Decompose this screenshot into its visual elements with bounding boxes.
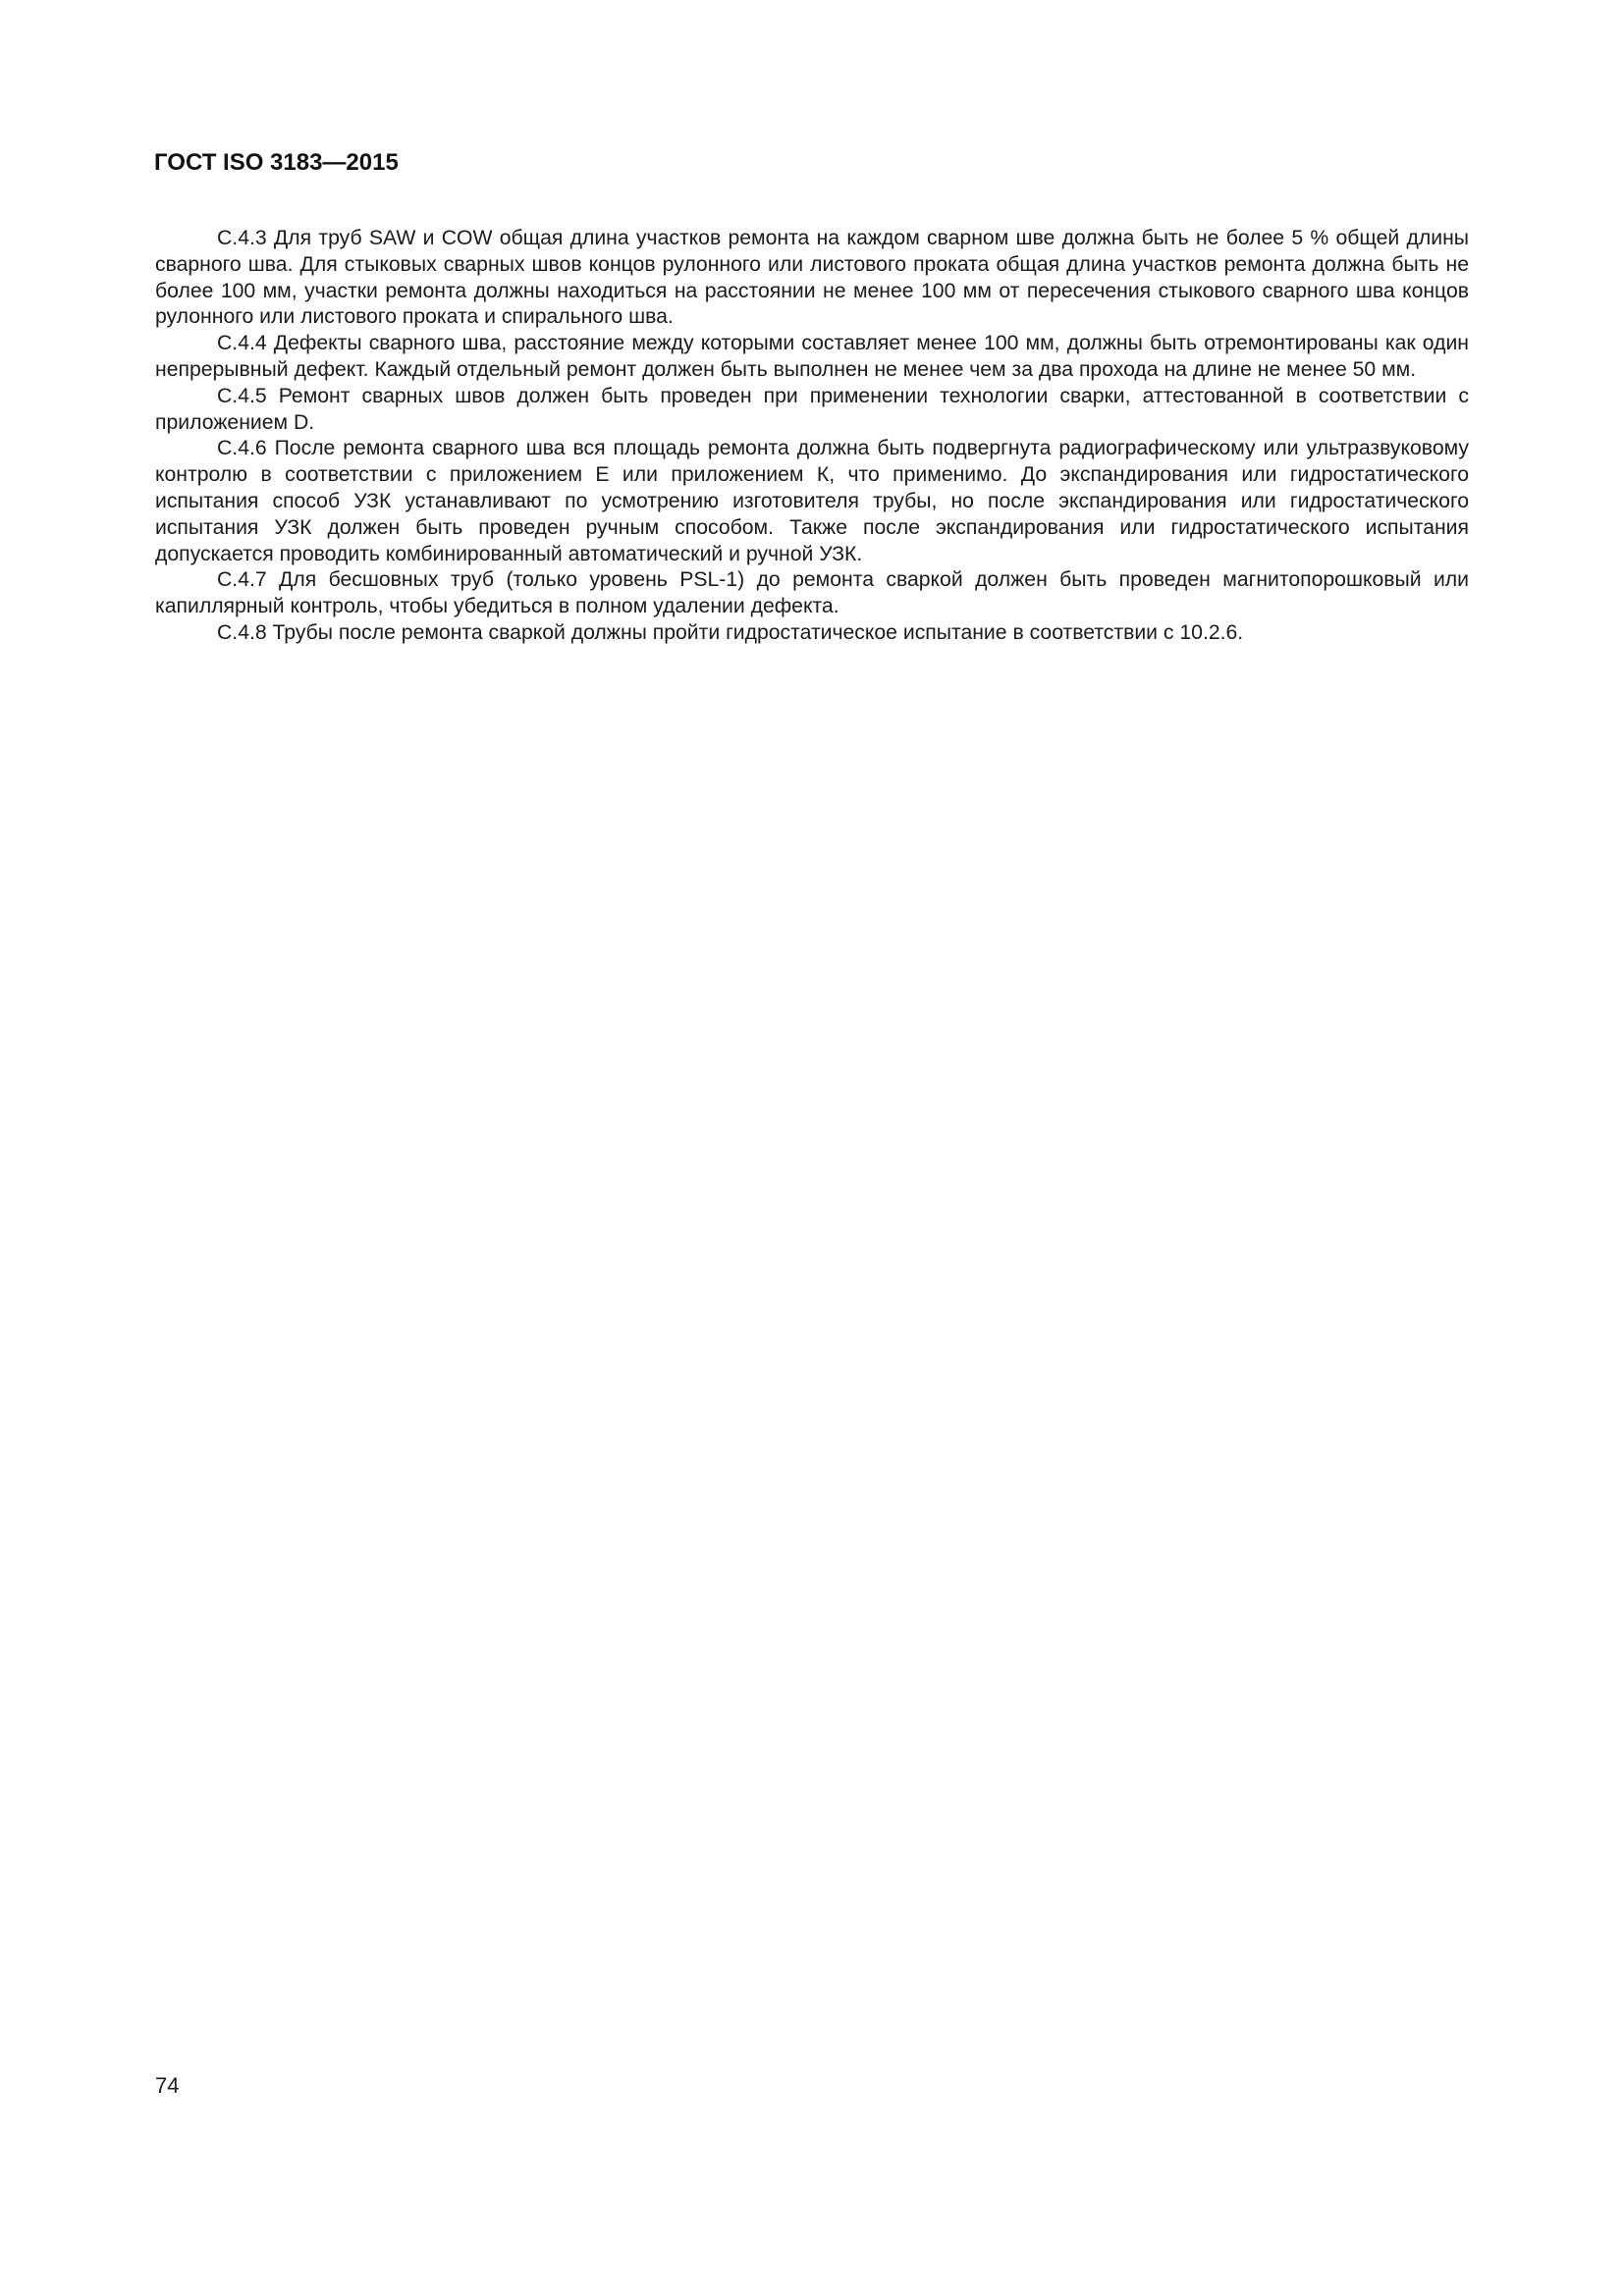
paragraph-c-4-6: С.4.6 После ремонта сварного шва вся площадь ремонта должна быть подвергнута радиографическому или ультразвуковому контролю в соответствии с приложением Е или приложением К, что применимо. До экспандирования или гидростатического испытания способ УЗК устанавливают по усмотрению изготовителя трубы, но после экспандирования или гидростатического испытания УЗК должен быть проведен ручным способом. Также после экспандирования или гидростатического испытания допускается проводить комбинированный автоматический и ручной УЗК. [155,437,1469,565]
document-body [155,226,1469,647]
paragraph-c-4-3: С.4.3 Для труб SAW и COW общая длина участков ремонта на каждом сварном шве должна быть не более 5 % общей длины сварного шва. Для стыковых сварных швов концов рулонного или листового проката общая длина участков ремонта должна быть не более 100 мм, участки ремонта должны находиться на расстоянии не менее 100 мм от пересечения стыкового сварного шва концов рулонного или листового проката и спирального шва. [155,227,1469,329]
paragraph-c-4-7: С.4.7 Для бесшовных труб (только уровень PSL-1) до ремонта сваркой должен быть проведен магнитопорошковый или капиллярный контроль, чтобы убедиться в полном удалении дефекта. [155,568,1469,618]
paragraph-c-4-8: С.4.8 Трубы после ремонта сваркой должны пройти гидростатическое испытание в соответствии с 10.2.6. [217,620,1244,644]
page-number: 74 [155,2073,180,2098]
paragraph-c-4-4: С.4.4 Дефекты сварного шва, расстояние между которыми составляет менее 100 мм, должны быть отремонтированы как один непрерывный дефект. Каждый отдельный ремонт должен быть выполнен не менее чем за два прохода на длине не менее 50 мм. [155,332,1469,381]
document-header: ГОСТ ISO 3183—2015 [154,149,399,176]
paragraph-c-4-5: С.4.5 Ремонт сварных швов должен быть проведен при применении технологии сварки, аттестованной в соответствии с приложением D. [155,384,1469,434]
